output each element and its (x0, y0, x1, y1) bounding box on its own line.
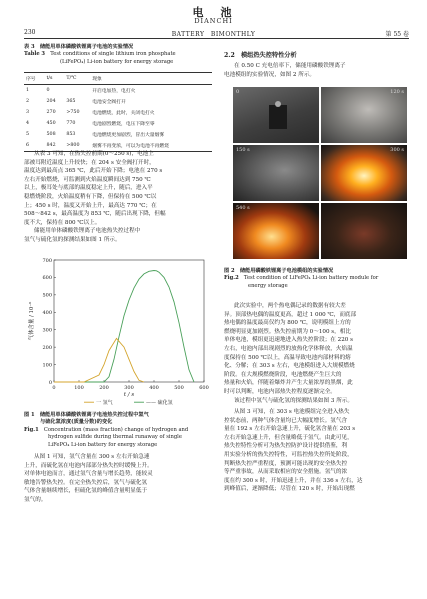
text-line: 氢气与硫化氢的探测结果如图 1 所示。 (24, 236, 121, 243)
table-cell: 4 (26, 121, 30, 126)
text-line: 热电偶的温度最高仅约为 800 ℃，说明模组上方的 (224, 320, 351, 327)
photo-label: 150 s (236, 147, 250, 153)
table-row (24, 118, 212, 129)
column-header: 序号 (26, 77, 36, 82)
section-paragraph (224, 62, 414, 79)
fig2-title-en-2: energy storage (248, 282, 288, 289)
table-cell: 508 (46, 132, 56, 137)
text-line: 异。顶部热电偶的温度更高，超过 1 000 ℃，而底部 (224, 311, 357, 318)
table-row (24, 85, 212, 97)
text-line: 上；450 s 时，温度又开始上升，最高达 770 ℃；在 (24, 202, 157, 209)
y-tick-label: 400 (42, 310, 52, 317)
text-line: 温度达到最高点 365 ℃，此后开始下降；电池在 270 s (24, 168, 163, 175)
series-line-hydrogen (54, 338, 144, 382)
table3-title-cn: 储能用单体磷酸铁锂离子电池的实验情况 (39, 44, 134, 50)
table-cell: 电池剧烈燃烧，电压下降至零 (92, 122, 155, 127)
text-line: 判断热失控严重程度，预测可能出现的安全热失控 (224, 460, 348, 467)
left-paragraph-1 (24, 150, 214, 245)
text-line: 度保持在 500 ℃以上，高温导致电池内部材料的熔 (224, 354, 351, 361)
fig2-num-cn: 图 2 (224, 268, 235, 274)
text-line: 上升，而硫化氢在电池内部部分热失控时缓慢上升。 (24, 462, 153, 469)
table-cell: 842 (46, 143, 56, 148)
text-line: 该过程中氢气与硫化氢的探测结果如图 3 所示。 (234, 397, 353, 404)
text-line: 热失控特性分析可为热失控防护设计提供借鉴，利 (224, 443, 348, 450)
text-line: 化、分解；在 303 s 左右，电池模组进入大规模燃烧 (224, 363, 355, 370)
table-cell: 204 (46, 99, 56, 104)
fig1-title-cn-1: 储能用单体磷酸铁锂离子电池热失控过程中氢气 (39, 412, 149, 418)
table-cell: 2 (26, 99, 30, 104)
x-tick-label: 0 (52, 385, 56, 391)
figure2-photo-grid (232, 86, 408, 262)
y-tick-label: 100 (42, 362, 52, 369)
table3 (24, 72, 212, 152)
table-cell: 853 (66, 132, 76, 137)
figure1-caption (24, 412, 216, 449)
fig1-title-en-1: Concentration (mass fraction) change of hydrogen and (43, 426, 189, 433)
fig2-title-en-1: Test condition of LiFePO₄ Li-ion battery module for (243, 275, 379, 282)
table3-title-en-1: Test conditions of single lithium iron phosphate (50, 51, 176, 58)
photo-label: 120 s (390, 89, 404, 95)
y-tick-label: 0 (48, 379, 52, 386)
y-tick-label: 500 (42, 292, 52, 299)
table-row (24, 107, 212, 118)
photo-label: 540 s (236, 205, 250, 211)
table-cell: 365 (66, 99, 76, 104)
column-header: T/℃ (66, 76, 77, 81)
header-divider (24, 38, 409, 39)
text-line: 从图 3 可知，在 303 s 电池模组完全进入热失 (234, 409, 350, 415)
text-line: 等严重事故，从而采取相应的安全措施。氢气的浓 (224, 469, 348, 476)
figure2-caption (224, 268, 416, 290)
text-line: 用实验分析的热失控特性，可监控热失控所处阶段， (224, 451, 353, 458)
plot-frame (54, 260, 204, 382)
page-number: 230 (24, 29, 36, 36)
photo-300s (320, 144, 408, 202)
text-line: 控状态前，两种气体含量均已大幅度增长。氢气含 (224, 417, 348, 424)
text-line: 在 0.50 C 充电倍率下，储能用磷酸铁锂离子 (234, 63, 346, 69)
text-line: 热量和火焰，伴随着爆炸并产生大量浓厚的黑烟，此 (224, 380, 353, 387)
text-line: 从图 1 可知，氢气含量在 300 s 左右开始急速 (34, 454, 150, 460)
table-cell (64, 85, 90, 97)
x-axis-label: t / s (123, 392, 135, 398)
text-line: 对单体电池而言，通过氢气含量与增长趋势，能较灵 (24, 471, 153, 478)
text-line: 气体含量继续增长，但硫化氢的峰值含量明显低于 (24, 488, 148, 495)
x-tick-label: 400 (149, 385, 159, 391)
fig2-num-en: Fig.2 (224, 275, 239, 282)
journal-name-en: BATTERY BIMONTHLY (171, 31, 256, 38)
table-header-row (24, 73, 212, 85)
photo-120s (320, 86, 408, 144)
table3-caption (24, 44, 214, 66)
fig2-title-cn: 储能用磷酸铁锂离子电池模组的实验情况 (239, 268, 334, 274)
table-row (24, 96, 212, 107)
table-cell: 电池燃烧，此时，关闭电打火 (92, 111, 155, 116)
table-cell: 1 (26, 88, 30, 93)
y-tick-label: 200 (42, 344, 52, 351)
text-line: 左右，电池内部出现剧烈的放热化学体释放，火焰温 (224, 345, 353, 352)
text-line: 储能用单体磷酸铁锂离子电池热失控过程中 (34, 228, 141, 235)
right-paragraph-2 (224, 408, 414, 494)
journal-subtitle: DIANCHI (194, 17, 233, 25)
column-header: 现象 (92, 77, 102, 82)
text-line: 以上，极耳处与底部的温度稳定上升，随后，进入平 (24, 185, 153, 192)
text-line: 左右开始急速上升，但含量略低于氢气。由此可见， (224, 434, 353, 441)
text-line: 燃烧明显更加剧烈。热失控前期为 0～100 s，相比 (224, 328, 351, 335)
text-line: 氢气的。 (24, 496, 47, 503)
text-line: 左右开始燃烧，可监测到火焰温度瞬间达到 750 ℃ (24, 176, 151, 183)
table-cell: 770 (66, 121, 76, 126)
text-line: 敏地告警热失控。在完全热失控后，氢气与硫化氢 (24, 479, 148, 486)
text-line: 度在约 300 s 时，开始迅速上升，并在 336 s 左右，达 (224, 477, 363, 484)
right-paragraph-1 (224, 302, 414, 405)
x-tick-label: 100 (74, 385, 84, 391)
y-tick-label: 700 (42, 257, 52, 264)
photo-150s (232, 144, 320, 202)
table-cell: 电池安全阀打开 (92, 100, 126, 105)
x-tick-label: 300 (124, 385, 134, 391)
table-cell: 450 (46, 121, 56, 126)
series-line-hydrogen-sulfide (54, 271, 194, 383)
legend-label-hydrogen-sulfide: —— 硫化氢 (146, 400, 173, 406)
text-line: 部被耳附近温度上升较快；在 204 s 安全阀打开时， (24, 159, 155, 166)
fig1-num-en: Fig.1 (24, 426, 39, 433)
fig1-title-en-3: LiFePO₄ Li-ion battery for energy storage (48, 441, 158, 448)
text-line: 时可以判断，电池内部热失控程度逐渐完全。 (224, 388, 336, 395)
fig1-num-cn: 图 1 (24, 412, 35, 418)
y-tick-label: 300 (42, 327, 52, 334)
table-row (24, 129, 212, 140)
table-cell: >750 (66, 110, 80, 115)
text-line: 阶段。在大规模燃烧阶段，电池燃烧产生巨大的 (224, 371, 342, 378)
photo-label: 300 s (390, 147, 404, 153)
photo-initial (232, 86, 320, 144)
table-cell: >800 (66, 143, 80, 148)
table-cell: 0 (46, 88, 50, 93)
y-tick-label: 600 (42, 275, 52, 282)
table-cell: 3 (26, 110, 30, 115)
table-cell: 6 (26, 143, 30, 148)
photo-label: 0 (236, 89, 240, 95)
column-header: t/s (46, 76, 53, 81)
text-line: 度不大，保持在 800 ℃以上。 (24, 219, 101, 226)
section-heading: 2.2 模组热失控特性分析 (224, 52, 297, 59)
table3-num-en: Table 3 (24, 51, 46, 58)
text-line: 到峰值后，逐渐降低；尽管在 120 s 时，开始出现燃 (224, 486, 355, 493)
table-cell: 5 (26, 132, 30, 137)
text-line: 量在 192 s 左右开始急速上升，硫化氢含量在 203 s (224, 426, 356, 433)
text-line: 此次实验中，两个热电偶记录的数据有较大差 (234, 303, 346, 309)
text-line: 稳燃烧阶段，火焰温度稍有下降，但保持在 500 ℃以 (24, 193, 157, 200)
volume-number: 第 55 卷 (385, 31, 409, 38)
fig1-title-en-2: hydrogen sulfide during thermal runaway of single (48, 434, 182, 441)
table-cell: 270 (46, 110, 56, 115)
x-tick-label: 200 (99, 385, 109, 391)
journal-title: 电 池 (192, 6, 235, 19)
text-line: 电池模组的实验情况，如图 2 所示。 (224, 71, 316, 78)
table3-num-cn: 表 3 (24, 44, 35, 50)
legend-label-hydrogen: 一 氢气 (96, 400, 113, 406)
photo-late-stage (320, 202, 408, 260)
table-cell: 电池燃烧更加剧烈，冒出大量烟雾 (92, 133, 165, 138)
table3-title-en-2: (LiFePO₄) Li-ion battery for energy storage (60, 58, 174, 65)
x-tick-label: 500 (174, 385, 184, 391)
figure1-line-chart (24, 248, 214, 410)
photo-540s (232, 202, 320, 260)
table-cell: 开启电加热，电打火 (92, 89, 136, 94)
table-cell: 烟雾不再变浓，可以为电池不再燃烧 (92, 144, 169, 149)
text-line: 单体电池，模组更迅速地进入热失控阶段；在 220 s (224, 337, 353, 344)
text-line: 从表 3 可知，在热失控前期(0～250 s)，电池上 (34, 151, 154, 157)
y-axis-label: 气体含量 / 10⁻⁶ (29, 301, 35, 341)
fig1-title-cn-2: 与硫化氢浓度(质量分数)的变化 (40, 419, 113, 426)
left-paragraph-2 (24, 453, 214, 505)
x-tick-label: 600 (199, 385, 209, 391)
text-line: 508～842 s，最高温度为 853 ℃，随后出现下降，但幅 (24, 211, 166, 218)
